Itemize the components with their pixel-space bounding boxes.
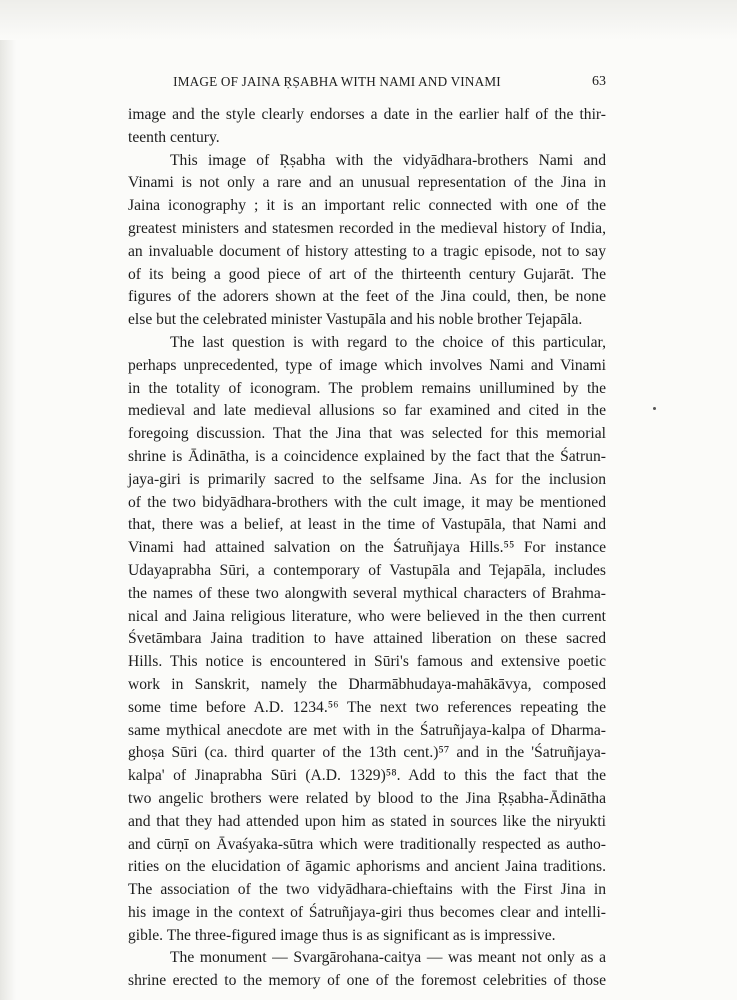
text-line: figures of the adorers shown at the feet of the Jina could, then, be none <box>128 288 606 306</box>
text-line: jaya-giri is primarily sacred to the selfsame Jina. As for the inclusion <box>128 470 606 488</box>
page-number: 63 <box>592 74 606 89</box>
text-line: two angelic brothers were related by blood to the Jina Ṛṣabha-Ādinātha <box>128 789 606 807</box>
text-line: and that they had attended upon him as stated in sources like the niryukti <box>128 812 606 830</box>
scan-speck <box>653 407 656 410</box>
text-line: kalpa' of Jinaprabha Sūri (A.D. 1329)⁵⁸. Add to this the fact that the <box>128 767 606 785</box>
text-line: teenth century. <box>128 128 220 146</box>
text-line: The monument — Svargārohana-caitya — was meant not only as a <box>170 949 606 967</box>
text-line: Hills. This notice is encountered in Sūri's famous and extensive poetic <box>128 653 606 671</box>
text-line: of its being a good piece of art of the thirteenth century Gujarāt. The <box>128 265 606 283</box>
text-line: an invaluable document of history attesting to a tragic episode, not to say <box>128 242 606 260</box>
text-line: Vinami had attained salvation on the Śatruñjaya Hills.⁵⁵ For instance <box>128 539 606 557</box>
text-line: This image of Ṛṣabha with the vidyādhara-brothers Nami and <box>170 151 606 169</box>
text-line: work in Sanskrit, namely the Dharmābhudaya-mahākāvya, composed <box>128 675 606 693</box>
text-line: medieval and late medieval allusions so far examined and cited in the <box>128 402 606 420</box>
scan-shadow-top <box>0 0 737 40</box>
text-line: of the two bidyādhara-brothers with the cult image, it may be mentioned <box>128 493 606 511</box>
text-line: image and the style clearly endorses a date in the earlier half of the thir- <box>128 106 606 123</box>
text-line: Śvetāmbara Jaina tradition to have attained liberation on these sacred <box>128 630 606 648</box>
scan-shadow-left <box>0 0 16 1000</box>
text-line: else but the celebrated minister Vastupāla and his noble brother Tejapāla. <box>128 311 583 329</box>
text-line: shrine erected to the memory of one of the foremost celebrities of those <box>128 972 606 990</box>
text-line: same mythical anecdote are met with in the Śatruñjaya-kalpa of Dharma- <box>128 721 606 739</box>
body-text <box>128 104 606 993</box>
running-head: IMAGE OF JAINA ṚṢABHA WITH NAMI AND VINAMI <box>173 74 501 89</box>
text-line: rities on the elucidation of āgamic aphorisms and ancient Jaina traditions. <box>128 858 606 876</box>
text-line: in the totality of iconogram. The problem remains unillumined by the <box>128 379 606 397</box>
text-line: ghoṣa Sūri (ca. third quarter of the 13th cent.)⁵⁷ and in the 'Śatruñjaya- <box>128 744 606 762</box>
text-line: the names of these two alongwith several mythical characters of Brahma- <box>128 584 606 602</box>
text-line: foregoing discussion. That the Jina that was selected for this memorial <box>128 425 606 443</box>
text-line: his image in the context of Śatruñjaya-giri thus becomes clear and intelli- <box>128 903 606 921</box>
text-line: some time before A.D. 1234.⁵⁶ The next two references repeating the <box>128 698 606 716</box>
text-line: The last question is with regard to the choice of this particular, <box>170 333 606 351</box>
text-line: Udayaprabha Sūri, a contemporary of Vastupāla and Tejapāla, includes <box>128 561 606 579</box>
text-line: greatest ministers and statesmen recorded in the medieval history of India, <box>128 219 606 237</box>
text-line: shrine is Ādinātha, is a coincidence explained by the fact that the Śatrun- <box>128 447 606 465</box>
text-line: gible. The three-figured image thus is as significant as is impressive. <box>128 926 556 944</box>
text-line: The association of the two vidyādhara-chieftains with the First Jina in <box>128 881 606 899</box>
text-line: and cūrṇī on Āvaśyaka-sūtra which were traditionally respected as autho- <box>128 835 606 853</box>
page-header <box>128 74 606 94</box>
text-line: perhaps unprecedented, type of image which involves Nami and Vinami <box>128 356 606 374</box>
text-line: that, there was a belief, at least in the time of Vastupāla, that Nami and <box>128 516 606 534</box>
text-line: Jaina iconography ; it is an important relic connected with one of the <box>128 197 606 215</box>
text-line: nical and Jaina religious literature, who were believed in the then current <box>128 607 606 625</box>
text-line: Vinami is not only a rare and an unusual representation of the Jina in <box>128 174 606 192</box>
